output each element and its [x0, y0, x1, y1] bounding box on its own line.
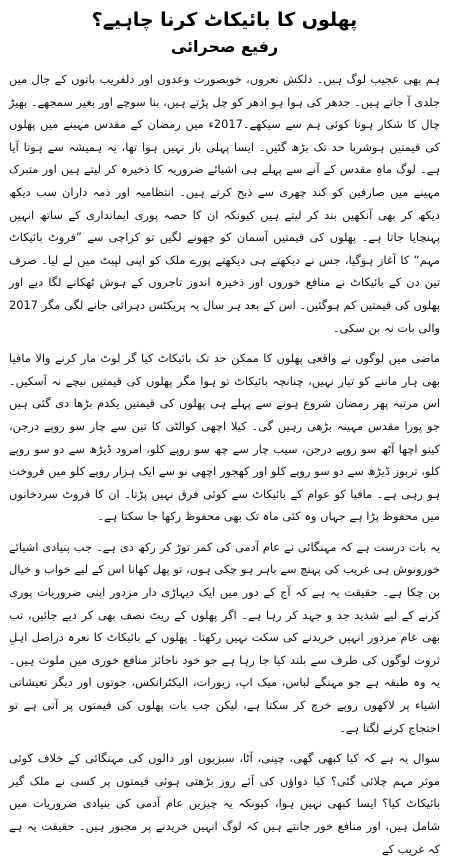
article-author: رفیع صحرائی — [170, 37, 279, 56]
article-paragraph: ہم بھی عجیب لوگ ہیں۔ دلکش نعروں، خوبصورت وعدوں اور دلفریب باتوں کے جال میں جلدی آ جاتے ہیں۔ جدھر کی ہوا ہو ادھر کو چل پڑتے ہیں، بنا سوچے اور بغیر سمجھے۔ بھیڑ چال کا شکار ہونا کوئی ہم سے سیکھے۔2017ء میں رمضان کے مقدس مہینے میں پھلوں کی قیمتیں ہوشربا حد تک بڑھ گئیں۔ ایسا پہلی بار نہیں ہوا تھا، یہ ہمیشہ سے ہوتا آیا ہے۔ لوگ ماہِ مقدس کے آنے سے پہلے ہی اشیائے ضروریہ کا ذخیرہ کر لیتے ہیں اور متبرک مہینے میں صارفین کو کند چھری سے ذبح کرتے ہیں۔ انتظامیہ اور ذمہ داران سب دیکھ دیکھ کر بھی آنکھیں بند کر لیتے ہیں کیونکہ ان کا حصہ پوری ایمانداری کے ساتھ انہیں پہنچایا جاتا ہے۔ پھلوں کی قیمتیں آسمان کو چھونے لگیں تو کراچی سے ”فروٹ بائیکاٹ مہم“ کا آغاز ہوگیا، جس نے دیکھتے ہی دیکھتے پورے ملک کو اپنی لپیٹ میں لے لیا۔ صرف تین دن کے بائیکاٹ نے منافع خوروں اور ذخیرہ اندوز تاجروں کے ہوش ٹھکانے لگا دیے اور پھلوں کی قیمتیں کم ہوگئیں۔ اس کے بعد ہر سال یہ پریکٹس دہرائی جانے لگی مگر 2017 والی بات نہ بن سکی۔ — [9, 72, 440, 335]
article-paragraph: سوال یہ ہے کہ کیا کبھی گھی، چینی، آٹا، سبزیوں اور دالوں کی مہنگائی کے خلاف کوئی موثر مہم چلائی گئی؟ کیا دواؤں کی آئے روز بڑھتی ہوئی قیمتوں پر کسی نے ملک گیر بائیکاٹ کیا؟ ایسا کبھی نہیں ہوا، کیونکہ یہ چیزیں عام آدمی کی بنیادی ضروریات میں شامل ہیں، اور منافع خور جانتے ہیں کہ لوگ انہیں خریدنے پر مجبور ہیں۔ حقیقت یہ ہے کہ غریب کے — [9, 751, 440, 856]
article-paragraph: یہ بات درست ہے کہ مہنگائی نے عام آدمی کی کمر توڑ کر رکھ دی ہے۔ جب بنیادی اشیائے خورونوش ہی غریب کی پہنچ سے باہر ہو چکی ہوں، تو پھل کھانا اس کے لیے خواب و خیال بن چکا ہے۔ حقیقت یہ ہے کہ آج کے دور میں ایک دیہاڑی دار مزدور اپنی ضروریات پوری کرنے کے لیے شدید جد و جہد کر رہا ہے۔ اگر پھلوں کے ریٹ نصف بھی کر دیے جائیں، تب بھی عام مزدور انہیں خریدنے کی سکت نہیں رکھتا۔ پھلوں کے بائیکاٹ کا نعرہ دراصل اہلِ ثروت لوگوں کی طرف سے بلند کیا جا رہا ہے جو خود ناجائز منافع خوری میں ملوث ہیں۔ یہ وہ طبقہ ہے جو مہنگے لباس، میک اپ، زیورات، الیکٹرانکس، جوتوں اور دیگر تعیشاتی اشیاء پر لاکھوں روپے خرچ کر سکتا ہے، لیکن جب بات پھلوں کی قیمتوں پر آتی ہے تو احتجاج کرنے لگتا ہے۔ — [9, 539, 440, 735]
article-paragraph: ماضی میں لوگوں نے واقعی پھلوں کا ممکن حد تک بائیکاٹ کیا گر لوٹ مار کرنے والا مافیا بھی ہار ماننے کو تیار نہیں، چنانچہ بائیکاٹ تو ہوا مگر پھلوں کی قیمتیں نیچے نہ آسکیں۔ اس مرتبہ پھر رمضان شروع ہونے سے پہلے ہی پھلوں کی قیمتیں یکدم بڑھا دی گئی ہیں جو پورا مقدس مہینہ بڑھی رہیں گی۔ کیلا اچھی کوالٹی کا تین سے چار سو روپے درجن، کینو اچھا آٹھ سو روپے درجن، سیب چار سے چھ سو روپے کلو، امرود ڈیڑھ سے دو سو روپے کلو، تربوز ڈیڑھ سے دو سو روپے کلو اور کھجور اچھی نو سے ایک ہزار روپے کلو میں فروخت ہو رہی ہے۔ مافیا کو عوام کے بائیکاٹ سے کوئی فرق نہیں پڑتا۔ ان کا فروٹ سردخانوں میں محفوظ پڑا ہے جہاں وہ کئی ماہ تک بھی محفوظ رکھا جا سکتا ہے۔ — [9, 351, 440, 524]
article-body — [9, 68, 440, 860]
article-title: پھلوں کا بائیکاٹ کرنا چاہیے؟ — [91, 9, 358, 31]
